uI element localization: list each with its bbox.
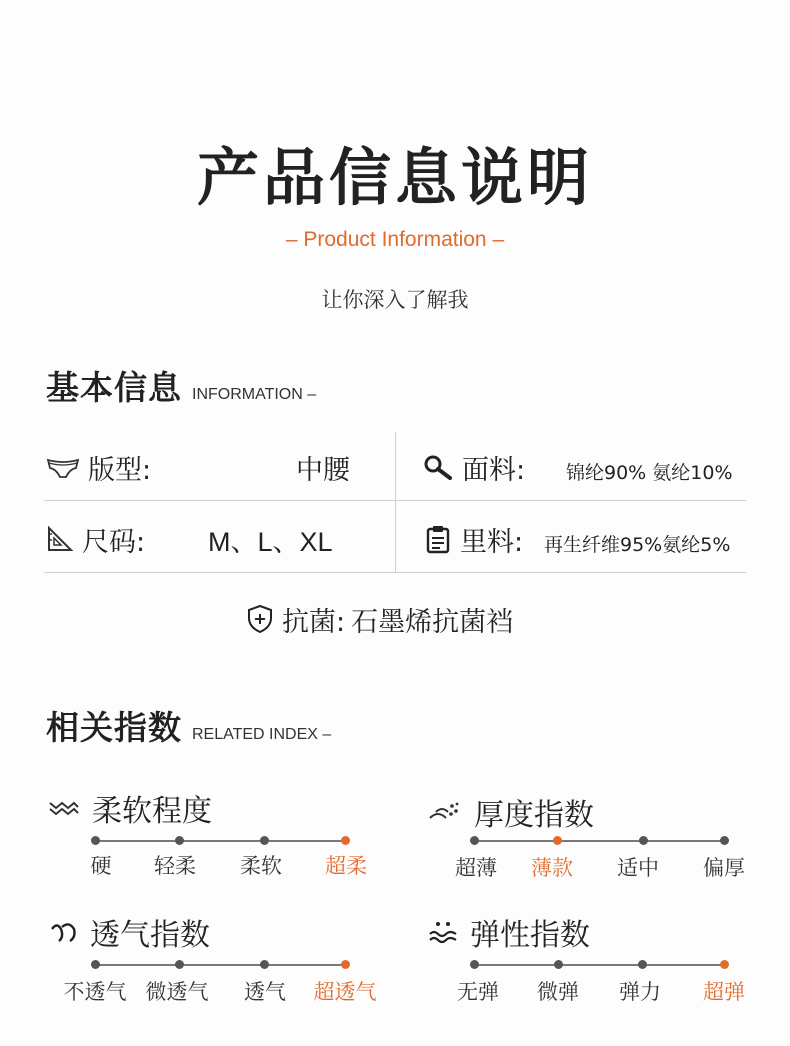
layers-dots-icon bbox=[428, 800, 462, 824]
basic-info-heading bbox=[46, 362, 316, 409]
softness-dot-3 bbox=[341, 836, 350, 845]
clipboard-icon bbox=[424, 524, 452, 554]
antibacterial-label: 抗菌: bbox=[282, 606, 346, 638]
thickness-dot-1 bbox=[553, 836, 562, 845]
thickness-title bbox=[428, 790, 594, 834]
related-index-title: 相关指数 bbox=[46, 708, 182, 747]
thickness-title-text: 厚度指数 bbox=[474, 798, 594, 833]
breathability-dot-3 bbox=[341, 960, 350, 969]
basic-info-title: 基本信息 bbox=[46, 368, 182, 407]
antibacterial-field bbox=[246, 598, 513, 640]
fabric-value: 锦纶90% 氨纶10% bbox=[566, 462, 733, 484]
softness-title-text: 柔软程度 bbox=[92, 794, 212, 829]
softness-dot-2 bbox=[260, 836, 269, 845]
breathability-dot-1 bbox=[175, 960, 184, 969]
ruler-triangle-icon bbox=[46, 525, 74, 553]
page-subtitle: – Product Information – bbox=[285, 228, 505, 251]
leaf-swirl-icon bbox=[48, 919, 78, 945]
elasticity-level-2: 弹力 bbox=[619, 980, 661, 1004]
fabric-field bbox=[422, 446, 525, 488]
elasticity-dot-2 bbox=[638, 960, 647, 969]
softness-scale bbox=[90, 840, 367, 878]
thickness-dot-0 bbox=[470, 836, 479, 845]
elasticity-level-0: 无弹 bbox=[457, 980, 499, 1004]
breathability-dot-0 bbox=[91, 960, 100, 969]
elasticity-dot-0 bbox=[470, 960, 479, 969]
related-index-title-en: RELATED INDEX – bbox=[192, 726, 332, 743]
antibacterial-value: 石墨烯抗菌裆 bbox=[351, 606, 514, 638]
lining-value: 再生纤维95%氨纶5% bbox=[544, 534, 731, 556]
thickness-dot-2 bbox=[639, 836, 648, 845]
fabric-label: 面料: bbox=[462, 454, 526, 486]
softness-dot-1 bbox=[175, 836, 184, 845]
thickness-dot-3 bbox=[720, 836, 729, 845]
softness-level-1: 轻柔 bbox=[154, 854, 196, 878]
thickness-scale-line bbox=[474, 840, 724, 842]
elasticity-level-1: 微弹 bbox=[537, 980, 579, 1004]
shield-plus-icon bbox=[246, 604, 274, 634]
page-title: 产品信息说明 bbox=[196, 141, 593, 214]
thickness-level-3: 偏厚 bbox=[703, 856, 745, 880]
softness-level-2: 柔软 bbox=[240, 854, 282, 878]
size-value: M、L、XL bbox=[208, 526, 333, 557]
softness-level-0: 硬 bbox=[90, 854, 112, 878]
style-field bbox=[46, 446, 151, 488]
info-divider-vertical bbox=[395, 432, 396, 572]
breathability-scale-line bbox=[95, 964, 347, 966]
info-divider-2 bbox=[44, 572, 746, 573]
softness-dot-0 bbox=[91, 836, 100, 845]
breathability-level-3: 超透气 bbox=[313, 980, 377, 1004]
elasticity-level-3: 超弹 bbox=[703, 980, 745, 1004]
page-tagline: 让你深入了解我 bbox=[321, 288, 469, 312]
style-value: 中腰 bbox=[296, 454, 350, 486]
thickness-scale bbox=[455, 840, 745, 880]
lining-field bbox=[424, 518, 523, 560]
breathability-level-0: 不透气 bbox=[63, 980, 127, 1004]
size-field bbox=[46, 518, 145, 560]
softness-level-3: 超柔 bbox=[325, 854, 367, 878]
related-index-heading bbox=[46, 702, 331, 749]
thickness-level-2: 适中 bbox=[617, 856, 659, 880]
thickness-level-0: 超薄 bbox=[455, 856, 497, 880]
softness-title bbox=[48, 786, 212, 830]
wave-lines-icon bbox=[48, 798, 80, 818]
elasticity-title bbox=[428, 910, 590, 954]
stretch-waves-icon bbox=[428, 919, 458, 945]
elasticity-dot-3 bbox=[720, 960, 729, 969]
breathability-level-2: 透气 bbox=[244, 980, 286, 1004]
underwear-icon bbox=[46, 455, 80, 479]
magnifier-icon bbox=[422, 453, 454, 481]
style-label: 版型: bbox=[88, 454, 152, 486]
lining-label: 里料: bbox=[460, 526, 524, 558]
basic-info-title-en: INFORMATION – bbox=[192, 386, 317, 403]
breathability-title-text: 透气指数 bbox=[90, 918, 210, 953]
breathability-title bbox=[48, 910, 210, 954]
breathability-dot-2 bbox=[260, 960, 269, 969]
elasticity-dot-1 bbox=[554, 960, 563, 969]
softness-scale-line bbox=[95, 840, 347, 842]
elasticity-scale bbox=[457, 964, 745, 1004]
breathability-scale bbox=[63, 964, 377, 1004]
size-label: 尺码: bbox=[82, 526, 146, 558]
elasticity-scale-line bbox=[474, 964, 724, 966]
elasticity-title-text: 弹性指数 bbox=[470, 918, 590, 953]
breathability-level-1: 微透气 bbox=[145, 980, 209, 1004]
thickness-level-1: 薄款 bbox=[531, 856, 573, 880]
